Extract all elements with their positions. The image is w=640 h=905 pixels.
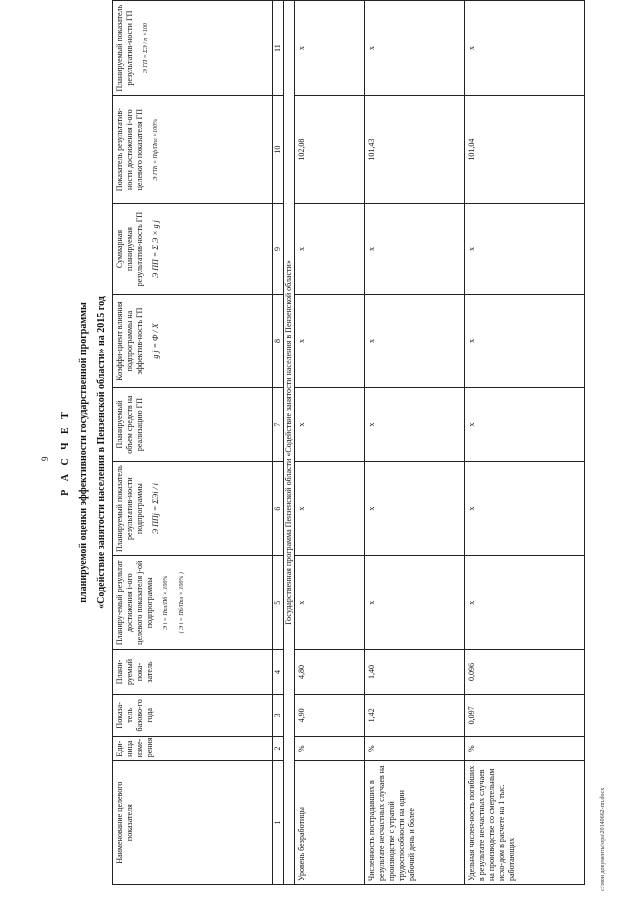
- header-col3: Показа-тель базово-го года: [113, 694, 273, 736]
- col-number: 7: [273, 388, 284, 462]
- base-value: 1,42: [365, 694, 465, 736]
- page-number: 9: [40, 456, 50, 461]
- cell-c6: х: [295, 462, 365, 556]
- cell-c8: х: [365, 295, 465, 388]
- header-col6: Планируемый показатель результатив-ности подпрограммы Э ППj = ΣЭi / i: [113, 462, 273, 556]
- header-col4: Плани-руемый пока-затель: [113, 650, 273, 694]
- cell-c6: х: [365, 462, 465, 556]
- program-title: Государственная программа Пензенской области «Содействие занятости населения в Пензенской области»: [284, 1, 295, 885]
- indicator-name: Численность пострадавших в результате несчастных случаев на производстве с утратой трудоспособности на один рабочий день и более: [365, 761, 465, 885]
- formula-col9: Э ПП = Σ Э × g j: [151, 220, 160, 278]
- col-number: 9: [273, 204, 284, 295]
- unit: %: [365, 736, 465, 760]
- formula-col8: g j = Ф / X: [151, 323, 160, 359]
- cell-c8: х: [465, 295, 585, 388]
- indicator-name: Уровень безработицы: [295, 761, 365, 885]
- header-col2: Еди-ница изме-рения: [113, 736, 273, 760]
- cell-c9: х: [365, 204, 465, 295]
- table-row: [365, 1, 465, 885]
- col-number: 11: [273, 1, 284, 96]
- col-number: 10: [273, 96, 284, 204]
- header-col7: Планируемый объем средств на реализацию ГП: [113, 388, 273, 462]
- col-number: 6: [273, 462, 284, 556]
- formula-col6: Э ППj = ΣЭi / i: [151, 483, 160, 535]
- cell-c11: х: [295, 1, 365, 96]
- formula-col5-alt: ( Э i = Пб/Ппл × 100% ): [179, 572, 185, 634]
- base-value: 0,097: [465, 694, 585, 736]
- calculation-table: [112, 0, 585, 885]
- col-number: 8: [273, 295, 284, 388]
- planned-value: 1,40: [365, 650, 465, 694]
- cell-c11: х: [465, 1, 585, 96]
- title-subtitle: планируемой оценки эффективности государственной программы: [78, 302, 89, 603]
- col-number: 3: [273, 694, 284, 736]
- header-col1: Наименование целевого показателя: [113, 761, 273, 885]
- cell-c9: х: [465, 204, 585, 295]
- formula-col11: Э ГП = ΣЭ / n ×100: [143, 23, 149, 74]
- cell-c8: х: [295, 295, 365, 388]
- cell-c10: 101,04: [465, 96, 585, 204]
- cell-c7: х: [295, 388, 365, 462]
- cell-c9: х: [295, 204, 365, 295]
- cell-c10: 101,43: [365, 96, 465, 204]
- cell-c5: х: [295, 556, 365, 650]
- formula-col5: Э i = Ппл/Пб × 100%: [163, 575, 169, 630]
- unit: %: [295, 736, 365, 760]
- cell-c5: х: [465, 556, 585, 650]
- header-col9: Суммарная планируемая результатив-ность ГП Э ПП = Σ Э × g j: [113, 204, 273, 295]
- header-row: [113, 1, 273, 885]
- col-number: 2: [273, 736, 284, 760]
- cell-c5: х: [365, 556, 465, 650]
- indicator-name: Удельная числен-ность погибших в результате несчастных случаев на производстве со смертельным исхо-дом в расчете на 1 тыс. работающих: [465, 761, 585, 885]
- header-col11: Планируемый показатель результатив-ности ГП Э ГП = ΣЭ / n ×100: [113, 1, 273, 96]
- formula-col10: Э ГПi = Пф/Ппл ×100%: [153, 118, 159, 181]
- col-number: 5: [273, 556, 284, 650]
- cell-c7: х: [465, 388, 585, 462]
- header-col10: Показатель результатив-ности достижения i-ого целевого показателя ГП Э ГПi = Пф/Ппл ×100%: [113, 96, 273, 204]
- header-col5: Планиру-емый результат достижения i-ого целевого показателя j-ой подпрограммы Э i = Ппл/Пб × 100% ( Э i = Пб/Ппл × 100% ): [113, 556, 273, 650]
- cell-c6: х: [465, 462, 585, 556]
- document-path: c:\мои документы\ора\20140662-пп.docx: [600, 787, 606, 891]
- planned-value: 4,80: [295, 650, 365, 694]
- cell-c10: 102,08: [295, 96, 365, 204]
- col-number: 4: [273, 650, 284, 694]
- title-raschet: Р А С Ч Е Т: [60, 409, 71, 496]
- header-col8: Коэффи-циент влияния подпрограммы на эффектив-ность ГП g j = Ф / X: [113, 295, 273, 388]
- col-number: 1: [273, 761, 284, 885]
- table-row: [465, 1, 585, 885]
- planned-value: 0,096: [465, 650, 585, 694]
- title-program: «Содействие занятости населения в Пензенской области» на 2015 год: [96, 296, 107, 609]
- program-row: [284, 1, 295, 885]
- cell-c7: х: [365, 388, 465, 462]
- cell-c11: х: [365, 1, 465, 96]
- unit: %: [465, 736, 585, 760]
- table-row: [295, 1, 365, 885]
- base-value: 4,90: [295, 694, 365, 736]
- column-number-row: [273, 1, 284, 885]
